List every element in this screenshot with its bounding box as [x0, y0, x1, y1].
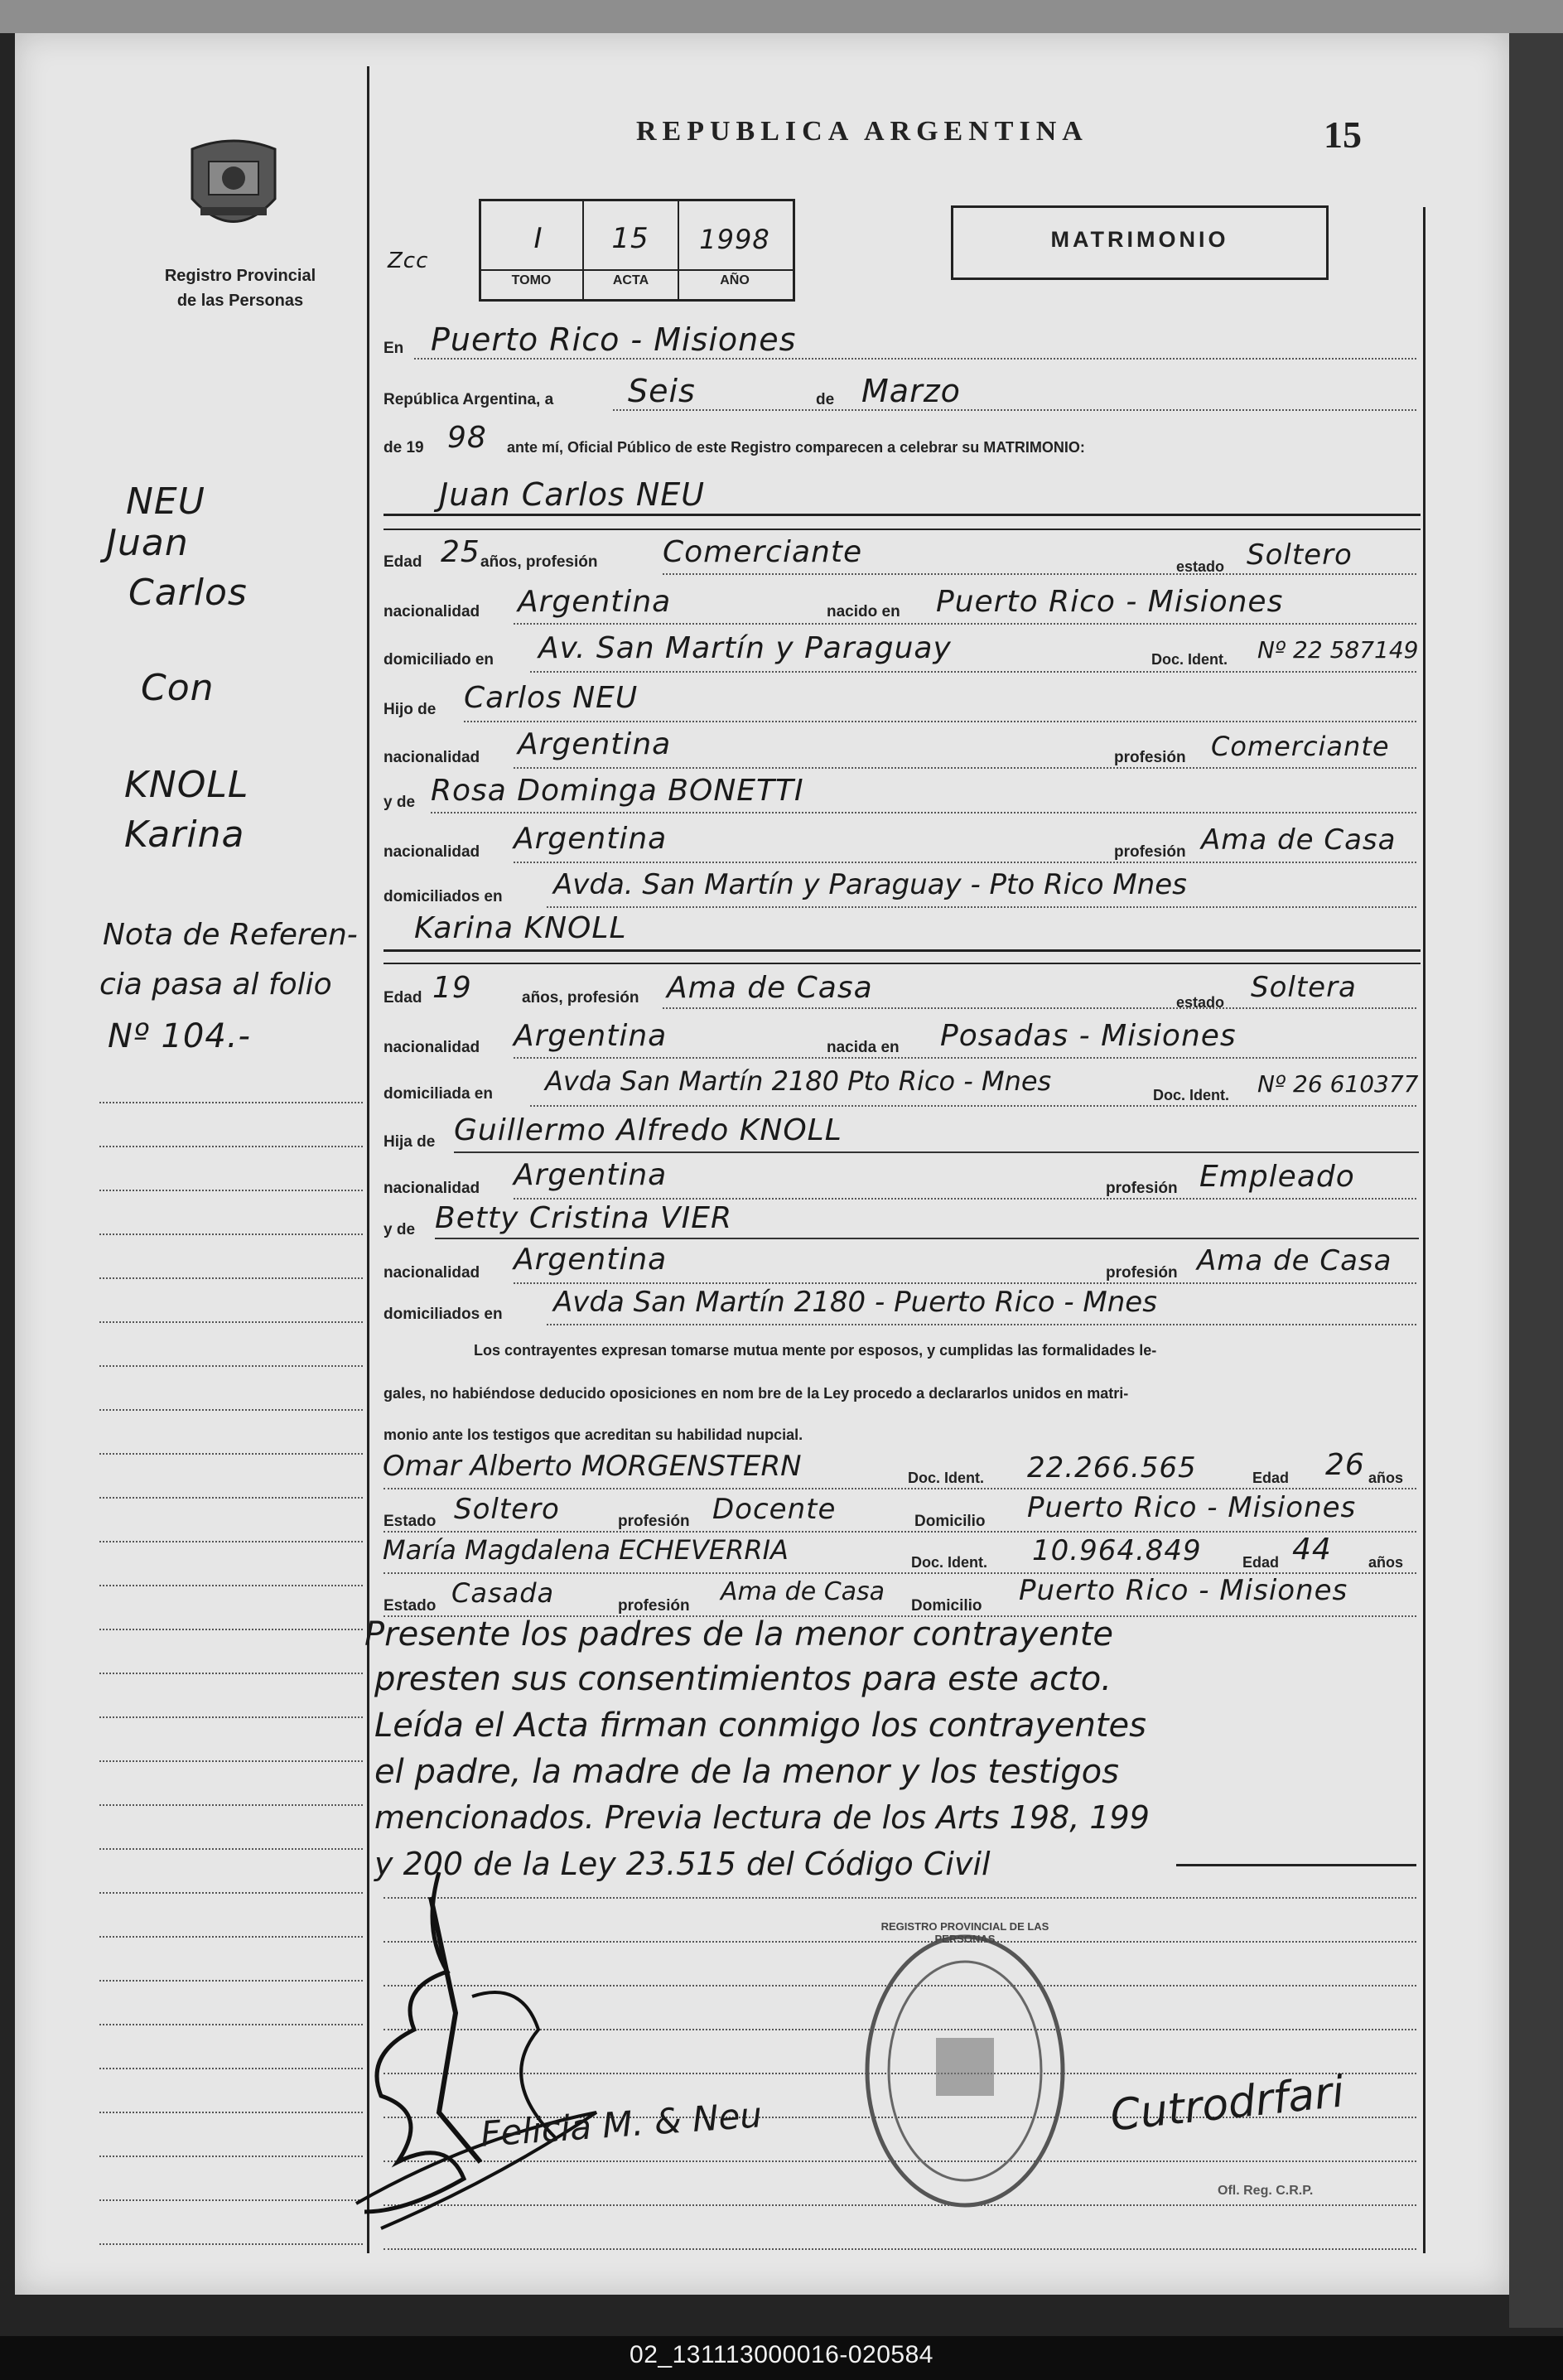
bride-father-nac: Argentina: [514, 1158, 668, 1192]
bride-parents-dom-label: domiciliados en: [384, 1306, 503, 1323]
witness-1-domicilio: Puerto Rico - Misiones: [1027, 1491, 1357, 1524]
note-end-rule: [1176, 1864, 1416, 1866]
groom-mother-prof: Ama de Casa: [1201, 823, 1397, 857]
witness-signature: Felicia M. & Neu: [479, 2094, 764, 2155]
bride-father-prof: Empleado: [1199, 1160, 1355, 1194]
groom-anos-prof: años, profesión: [480, 553, 598, 571]
declaration-line-2: gales, no habiéndose deducido oposiciones en nom bre de la Ley procedo a declararlos unidos en matri-: [384, 1385, 1129, 1402]
margin-rule-line: [99, 1629, 363, 1630]
record-type: MATRIMONIO: [1050, 227, 1229, 252]
intro-date-line: [613, 409, 1416, 411]
bride-dom-label: domiciliada en: [384, 1085, 493, 1103]
groom-dom-label: domiciliado en: [384, 651, 494, 669]
bride-hija-label: Hija de: [384, 1133, 436, 1151]
groom-doc-label: Doc. Ident.: [1151, 651, 1228, 668]
bride-nacida: Posadas - Misiones: [940, 1019, 1237, 1053]
bride-edad: 19: [432, 971, 472, 1005]
note-line-4: el padre, la madre de la menor y los testigos: [374, 1753, 1119, 1791]
note-line-3: Leída el Acta firman conmigo los contrayentes: [374, 1707, 1146, 1745]
margin-rule-line: [99, 2068, 363, 2069]
groom-line-5: [514, 767, 1416, 769]
margin-rule-line: [99, 1409, 363, 1411]
margin-rule-line: [99, 1892, 363, 1894]
coat-of-arms-icon: [184, 133, 283, 244]
bride-name-rule: [384, 949, 1421, 952]
groom-line-8: [547, 906, 1416, 908]
acta-label: ACTA: [612, 273, 649, 287]
groom-section-rule: [384, 529, 1421, 530]
witness-2-estado: Casada: [451, 1577, 555, 1609]
witness-2-name: María Magdalena ECHEVERRIA: [383, 1534, 789, 1566]
margin-rule-line: [99, 1277, 363, 1279]
bride-line-1: [663, 1007, 1416, 1009]
body-rule-line: [384, 2248, 1416, 2250]
bride-line-2: [514, 1057, 1416, 1059]
seal-text: REGISTRO PROVINCIAL DE LAS PERSONAS: [880, 1920, 1049, 1945]
groom-yde-label: y de: [384, 794, 416, 811]
official-stamp: Ofl. Reg. C.R.P.: [1218, 2184, 1314, 2198]
margin-note-3: Nº 104.-: [108, 1017, 251, 1055]
note-line-2: presten sus consentimientos para este acto.: [374, 1660, 1112, 1698]
groom-father: Carlos NEU: [464, 681, 639, 715]
margin-surname-1: NEU: [126, 480, 205, 523]
bride-nacionalidad: Argentina: [514, 1019, 668, 1053]
witness-1-prof-label: profesión: [618, 1513, 690, 1530]
book-edge: [1509, 33, 1563, 2328]
year-suffix: 98: [447, 421, 487, 455]
bride-nac-label: nacionalidad: [384, 1039, 480, 1056]
margin-first-2: Carlos: [128, 572, 248, 614]
margin-rule-line: [99, 1365, 363, 1367]
margin-rule-line: [99, 1190, 363, 1191]
margin-rule-line: [99, 1497, 363, 1499]
margin-rule-line: [99, 1102, 363, 1103]
margin-rule-line: [99, 1146, 363, 1147]
rep-label: República Argentina, a: [384, 391, 554, 408]
record-prefix: Zcc: [388, 249, 429, 273]
groom-parents-dom-label: domiciliados en: [384, 888, 503, 905]
witness-2-edad-label: Edad: [1242, 1554, 1280, 1571]
bride-estado: Soltera: [1251, 971, 1357, 1004]
witness-1-edad: 26: [1325, 1448, 1365, 1482]
margin-rule-line: [99, 1321, 363, 1323]
groom-edad: 25: [441, 535, 480, 569]
witness-2-prof-label: profesión: [618, 1597, 690, 1615]
margin-rule-line: [99, 2112, 363, 2113]
witness-2-domicilio-label: Domicilio: [911, 1597, 982, 1615]
margin-rule-line: [99, 1804, 363, 1806]
groom-hijo-label: Hijo de: [384, 701, 437, 718]
bride-father-prof-label: profesión: [1106, 1180, 1178, 1197]
bride-mother: Betty Cristina VIER: [435, 1201, 732, 1235]
margin-note-2: cia pasa al folio: [99, 968, 332, 1002]
groom-father-prof: Comerciante: [1211, 731, 1390, 762]
bride-doc-label: Doc. Ident.: [1153, 1087, 1230, 1103]
groom-father-nac: Argentina: [518, 727, 672, 761]
margin-rule-line: [99, 1673, 363, 1674]
bride-name: Karina KNOLL: [414, 911, 627, 945]
bride-line-5: [514, 1198, 1416, 1200]
groom-line-6: [431, 812, 1416, 813]
margin-rule-line: [99, 1760, 363, 1762]
margin-rule-line: [99, 2024, 363, 2025]
margin-rule-line: [99, 2243, 363, 2245]
margin-first-3: Karina: [124, 813, 245, 856]
bride-doc: Nº 26 610377: [1257, 1070, 1419, 1098]
margin-rule-line: [99, 2156, 363, 2157]
country-heading: REPUBLICA ARGENTINA: [636, 116, 1088, 147]
groom-name-rule: [384, 514, 1421, 516]
margin-rule-line: [99, 1848, 363, 1850]
bride-domicilio: Avda San Martín 2180 Pto Rico - Mnes: [545, 1065, 1052, 1097]
record-id-divider: [479, 269, 793, 271]
witness-2-profesion: Ama de Casa: [721, 1577, 885, 1606]
witness-1-line-1: [384, 1488, 1416, 1489]
margin-rule-line: [99, 1980, 363, 1982]
witness-1-doc: 22.266.565: [1027, 1451, 1197, 1484]
groom-line-1: [663, 573, 1416, 575]
intro-day: Seis: [628, 373, 696, 409]
witness-2-estado-label: Estado: [384, 1597, 437, 1615]
groom-name: Juan Carlos NEU: [439, 476, 706, 513]
declaration-line-3: monio ante los testigos que acreditan su habilidad nupcial.: [384, 1427, 803, 1443]
page-number: 15: [1324, 113, 1362, 156]
year-prefix: de 19: [384, 439, 424, 456]
groom-estado-label: estado: [1176, 558, 1225, 575]
intro-month: Marzo: [861, 373, 961, 409]
bride-father: Guillermo Alfredo KNOLL: [454, 1113, 842, 1147]
margin-first-1: Juan: [106, 522, 189, 564]
witness-1-edad-label: Edad: [1252, 1470, 1290, 1486]
bride-mother-nac: Argentina: [514, 1243, 668, 1277]
ano-value: 1998: [699, 224, 770, 255]
official-signature: Cutrodrfari: [1107, 2067, 1347, 2141]
note-line-1: Presente los padres de la menor contrayente: [364, 1615, 1114, 1653]
witness-1-name: Omar Alberto MORGENSTERN: [383, 1450, 802, 1483]
margin-rule-line: [99, 2199, 363, 2201]
groom-nacionalidad: Argentina: [518, 585, 672, 619]
right-rule: [1423, 207, 1426, 2253]
de-label: de: [816, 391, 835, 408]
groom-profesion: Comerciante: [663, 535, 863, 569]
witness-2-doc-label: Doc. Ident.: [911, 1554, 988, 1571]
groom-nac-label: nacionalidad: [384, 603, 480, 620]
ano-label: AÑO: [720, 273, 750, 287]
bride-edad-label: Edad: [384, 989, 422, 1007]
margin-rule-line: [99, 1716, 363, 1718]
groom-mother-nac-label: nacionalidad: [384, 843, 480, 861]
bride-estado-label: estado: [1176, 994, 1225, 1011]
margin-rule-line: [99, 1541, 363, 1542]
bride-line-4: [454, 1151, 1419, 1153]
groom-mother: Rosa Dominga BONETTI: [431, 774, 804, 808]
bride-mother-prof-label: profesión: [1106, 1264, 1178, 1282]
bride-section-rule: [384, 963, 1421, 964]
groom-line-3: [530, 671, 1416, 673]
witness-2-doc: 10.964.849: [1032, 1534, 1202, 1567]
margin-rule-line: [99, 1453, 363, 1455]
tomo-label: TOMO: [511, 273, 552, 287]
en-label: En: [384, 340, 404, 357]
bride-parents-dom: Avda San Martín 2180 - Puerto Rico - Mnes: [553, 1286, 1157, 1319]
bride-nacida-label: nacida en: [827, 1039, 900, 1056]
groom-line-7: [514, 862, 1416, 863]
bride-line-6: [435, 1238, 1419, 1239]
witness-1-anos: años: [1368, 1470, 1404, 1486]
registry-name-2: de las Personas: [176, 292, 304, 310]
groom-line-4: [464, 721, 1416, 722]
witness-2-domicilio: Puerto Rico - Misiones: [1019, 1574, 1348, 1607]
bride-line-7: [514, 1282, 1416, 1284]
groom-line-2: [514, 623, 1416, 625]
margin-surname-2: KNOLL: [124, 764, 249, 806]
witness-1-estado: Soltero: [454, 1493, 560, 1526]
groom-nacido: Puerto Rico - Misiones: [936, 585, 1284, 619]
groom-father-nac-label: nacionalidad: [384, 749, 480, 766]
margin-rule-line: [99, 1233, 363, 1235]
bride-yde-label: y de: [384, 1221, 416, 1238]
footer-code: 02_131113000016-020584: [630, 2341, 933, 2368]
bride-mother-prof: Ama de Casa: [1197, 1244, 1392, 1277]
witness-2-edad: 44: [1292, 1533, 1332, 1567]
groom-mother-nac: Argentina: [514, 822, 668, 856]
signatures-scribble: [348, 1864, 928, 2237]
bride-father-nac-label: nacionalidad: [384, 1180, 480, 1197]
groom-parents-dom: Avda. San Martín y Paraguay - Pto Rico Mnes: [553, 868, 1187, 901]
groom-nacido-label: nacido en: [827, 603, 900, 620]
groom-mother-prof-label: profesión: [1114, 843, 1186, 861]
declaration-line-1: Los contrayentes expresan tomarse mutua mente por esposos, y cumplidas las formalidades le-: [474, 1342, 1157, 1359]
intro-place: Puerto Rico - Misiones: [431, 321, 797, 358]
acta-value: 15: [611, 222, 649, 255]
intro-place-line: [414, 358, 1416, 360]
groom-edad-label: Edad: [384, 553, 422, 571]
bride-anos-prof: años, profesión: [522, 989, 639, 1007]
witness-1-doc-label: Doc. Ident.: [908, 1470, 985, 1486]
top-strip: [0, 0, 1563, 33]
intro-statement: ante mí, Oficial Público de este Registro comparecen a celebrar su MATRIMONIO:: [507, 439, 1085, 456]
witness-1-estado-label: Estado: [384, 1513, 437, 1530]
note-line-6: y 200 de la Ley 23.515 del Código Civil: [374, 1846, 991, 1882]
bride-line-8: [547, 1324, 1416, 1325]
witness-1-line-2: [384, 1531, 1416, 1533]
witness-1-profesion: Docente: [712, 1493, 837, 1526]
groom-father-prof-label: profesión: [1114, 749, 1186, 766]
groom-domicilio: Av. San Martín y Paraguay: [538, 631, 952, 665]
bride-mother-nac-label: nacionalidad: [384, 1264, 480, 1282]
bride-profesion: Ama de Casa: [667, 971, 873, 1005]
margin-rule-line: [99, 1936, 363, 1938]
registry-name-1: Registro Provincial: [164, 267, 316, 285]
bride-line-3: [530, 1105, 1416, 1107]
margin-rule-line: [99, 1585, 363, 1586]
witness-2-anos: años: [1368, 1554, 1404, 1571]
registry-seal-icon: [861, 1930, 1069, 2212]
margin-note-1: Nota de Referen-: [103, 918, 358, 952]
tomo-value: I: [533, 222, 543, 255]
witness-1-domicilio-label: Domicilio: [914, 1513, 986, 1530]
note-line-5: mencionados. Previa lectura de los Arts 198, 199: [374, 1799, 1150, 1836]
groom-doc: Nº 22 587149: [1257, 636, 1419, 664]
groom-estado: Soltero: [1247, 538, 1353, 572]
margin-connector: Con: [141, 667, 215, 709]
